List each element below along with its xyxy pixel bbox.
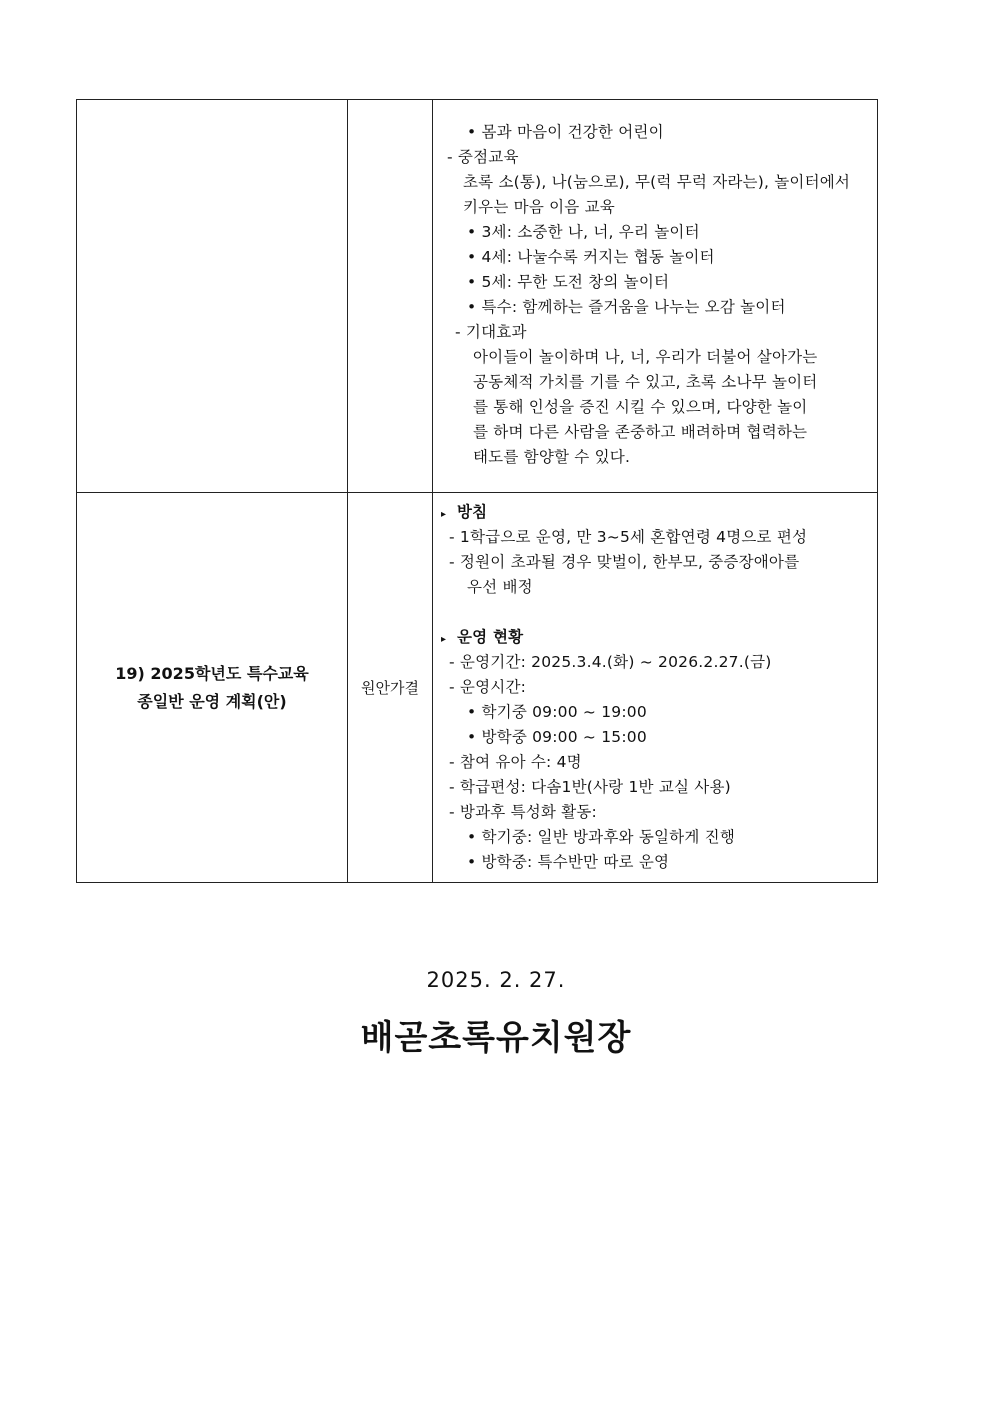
section-heading-text: 운영 현황 <box>457 628 524 646</box>
content-line: - 방과후 특성화 활동: <box>449 803 597 821</box>
resolution-table <box>76 99 878 883</box>
content-line: • 특수: 함께하는 즐거움을 나누는 오감 놀이터 <box>467 298 786 316</box>
agenda-title-cell-empty <box>77 100 348 493</box>
content-line: • 4세: 나눌수록 커지는 협동 놀이터 <box>467 248 715 266</box>
decision-text: 원안가결 <box>361 679 419 697</box>
agenda-title-line2: 종일반 운영 계획(안) <box>137 691 287 711</box>
spacer <box>433 600 877 625</box>
triangle-bullet-icon: ▸ <box>441 634 447 645</box>
decision-cell-empty <box>348 100 433 493</box>
agenda-title-line1: 19) 2025학년도 특수교육 <box>115 663 309 683</box>
content-line: - 기대효과 <box>455 323 527 341</box>
content-lines <box>433 493 877 875</box>
content-line: • 몸과 마음이 건강한 어린이 <box>467 123 664 141</box>
content-line: • 5세: 무한 도전 창의 놀이터 <box>467 273 670 291</box>
content-line: - 운영기간: 2025.3.4.(화) ~ 2026.2.27.(금) <box>449 653 772 671</box>
section-heading <box>433 500 877 525</box>
content-line: - 중점교육 <box>447 148 519 166</box>
content-line: 초록 소(통), 나(눔으로), 무(럭 무럭 자라는), 놀이터에서 <box>463 173 851 191</box>
table-row <box>77 493 878 883</box>
document-date: 2025. 2. 27. <box>426 968 566 992</box>
content-line: 를 통해 인성을 증진 시킬 수 있으며, 다양한 놀이 <box>473 398 808 416</box>
section-heading-text: 방침 <box>457 503 488 521</box>
content-line: - 학급편성: 다솜1반(사랑 1반 교실 사용) <box>449 778 731 796</box>
content-line: • 3세: 소중한 나, 너, 우리 놀이터 <box>467 223 700 241</box>
table-row <box>77 100 878 493</box>
content-line: - 1학급으로 운영, 만 3~5세 혼합연령 4명으로 편성 <box>449 528 808 546</box>
section-heading <box>433 625 877 650</box>
content-lines <box>433 100 877 470</box>
triangle-bullet-icon: ▸ <box>441 509 447 520</box>
content-line: 공동체적 가치를 기를 수 있고, 초록 소나무 놀이터 <box>473 373 818 391</box>
content-line: • 학기중 09:00 ~ 19:00 <box>467 703 647 721</box>
signer-name: 배곧초록유치원장 <box>360 1018 632 1058</box>
content-line: 태도를 함양할 수 있다. <box>473 448 631 466</box>
content-line: - 참여 유아 수: 4명 <box>449 753 582 771</box>
decision-cell <box>348 493 433 883</box>
content-line: - 운영시간: <box>449 678 527 696</box>
content-cell <box>433 493 878 883</box>
content-line: • 방학중 09:00 ~ 15:00 <box>467 728 647 746</box>
content-line: - 정원이 초과될 경우 맞벌이, 한부모, 중증장애아를 <box>449 553 800 571</box>
content-line: 를 하며 다른 사람을 존중하고 배려하며 협력하는 <box>473 423 808 441</box>
content-line: 우선 배정 <box>467 578 533 596</box>
agenda-title-cell <box>77 493 348 883</box>
content-line: • 학기중: 일반 방과후와 동일하게 진행 <box>467 828 735 846</box>
content-cell <box>433 100 878 493</box>
content-line: 키우는 마음 이음 교육 <box>463 198 615 216</box>
content-line: • 방학중: 특수반만 따로 운영 <box>467 853 670 871</box>
content-line: 아이들이 놀이하며 나, 너, 우리가 더불어 살아가는 <box>473 348 818 366</box>
